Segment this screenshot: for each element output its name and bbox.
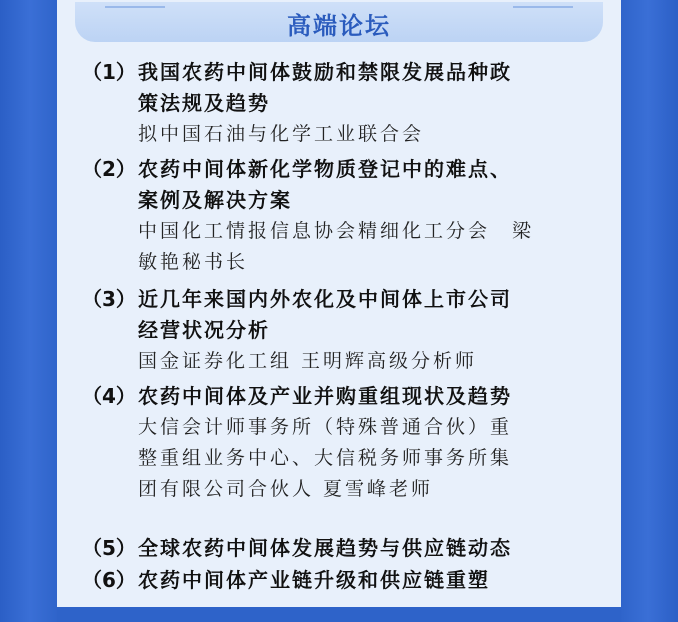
item-heading: 全球农药中间体发展趋势与供应链动态 bbox=[138, 536, 512, 560]
item-heading: 农药中间体产业链升级和供应链重塑 bbox=[138, 568, 490, 592]
item-heading: 我国农药中间体鼓励和禁限发展品种政 bbox=[138, 60, 512, 84]
item-heading: 近几年来国内外农化及中间体上市公司 bbox=[138, 287, 512, 311]
item-number: （5） bbox=[82, 536, 136, 560]
item-speaker: 大信会计师事务所（特殊普通合伙）重 bbox=[138, 416, 513, 438]
item-heading-cont: 经营状况分析 bbox=[138, 318, 270, 342]
item-number: （2） bbox=[82, 157, 136, 181]
section-title: 高端论坛 bbox=[287, 12, 391, 40]
item-number: （3） bbox=[82, 287, 136, 311]
bottom-band bbox=[57, 607, 621, 622]
item-speaker: 中国化工情报信息协会精细化工分会 梁 bbox=[138, 220, 535, 242]
item-speaker-cont: 整重组业务中心、大信税务师事务所集 bbox=[138, 447, 513, 469]
agenda-item-4 bbox=[82, 380, 602, 505]
item-number: （1） bbox=[82, 60, 136, 84]
agenda-item-5 bbox=[82, 532, 602, 564]
item-heading-cont: 策法规及趋势 bbox=[138, 91, 270, 115]
title-banner bbox=[75, 2, 603, 42]
item-number: （6） bbox=[82, 568, 136, 592]
item-speaker-cont: 团有限公司合伙人 夏雪峰老师 bbox=[138, 478, 434, 500]
item-heading: 农药中间体新化学物质登记中的难点、 bbox=[138, 157, 512, 181]
item-heading: 农药中间体及产业并购重组现状及趋势 bbox=[138, 384, 512, 408]
item-speaker: 国金证券化工组 王明辉高级分析师 bbox=[138, 350, 478, 372]
agenda-item-1 bbox=[82, 56, 602, 150]
agenda-item-3 bbox=[82, 283, 602, 377]
item-heading-cont: 案例及解决方案 bbox=[138, 188, 292, 212]
item-speaker-cont: 敏艳秘书长 bbox=[138, 251, 249, 273]
item-speaker: 拟中国石油与化学工业联合会 bbox=[138, 123, 425, 145]
item-number: （4） bbox=[82, 384, 136, 408]
agenda-item-6 bbox=[82, 564, 602, 596]
agenda-item-2 bbox=[82, 153, 602, 278]
